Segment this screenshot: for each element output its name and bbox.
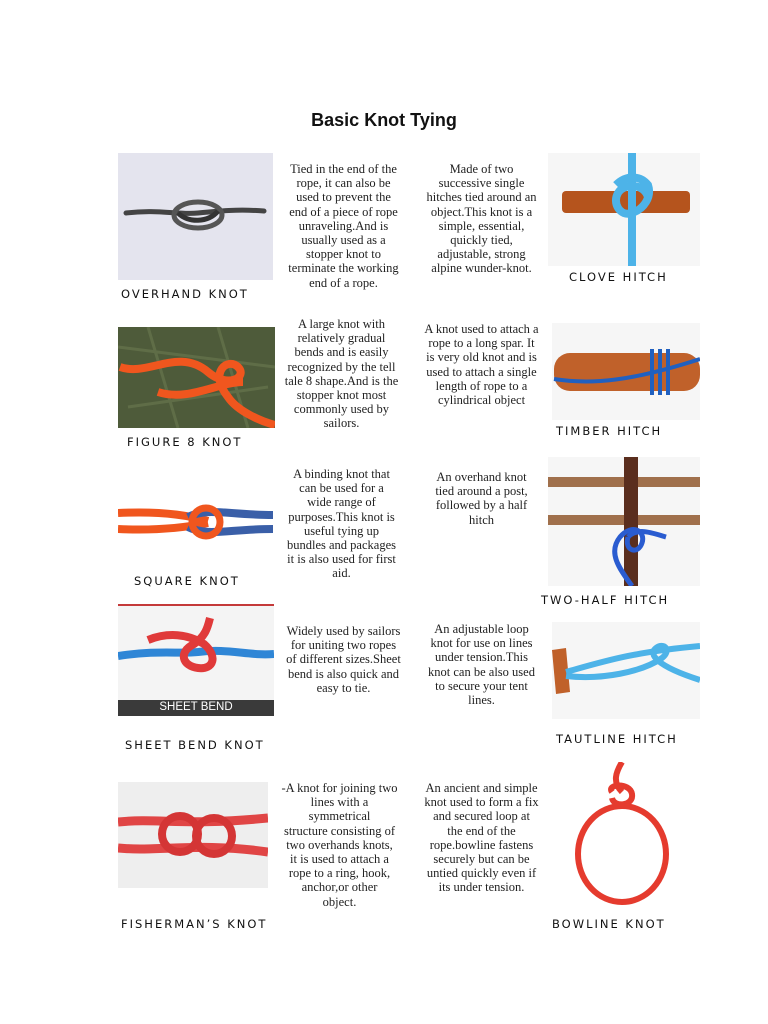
fishermans-knot-label: FISHERMAN’S KNOT	[121, 917, 268, 931]
figure-8-knot-description: A large knot with relatively gradual bends and is easily recognized by the tell tale 8 shape.And is the stopper knot most commonly used by sailors.	[284, 317, 399, 431]
figure-8-knot-label: FIGURE 8 KNOT	[127, 435, 243, 449]
figure-8-knot-photo	[118, 327, 275, 428]
bowline-knot-description: An ancient and simple knot used to form a fix and secured loop at the end of the rope.bowline fastens securely but can be untied quickly even if its under tension.	[424, 781, 539, 895]
sheet-bend-image-caption: SHEET BEND	[159, 701, 233, 713]
overhand-knot-label: OVERHAND KNOT	[121, 287, 249, 301]
sheet-bend-knot-description: Widely used by sailors for uniting two ropes of different sizes.Sheet bend is also quick and easy to tie.	[286, 624, 401, 695]
overhand-knot-description: Tied in the end of the rope, it can also be used to prevent the end of a piece of rope unraveling.And is usually used as a stopper knot to terminate the working end of a rope.	[288, 162, 399, 290]
timber-hitch-illustration	[552, 323, 700, 420]
fishermans-knot-photo	[118, 782, 268, 888]
two-half-hitch-description: An overhand knot tied around a post, followed by a half hitch	[435, 470, 528, 527]
bowline-knot-illustration	[566, 762, 678, 908]
square-knot-photo	[118, 485, 273, 567]
sheet-bend-illustration	[118, 604, 274, 716]
timber-hitch-label: TIMBER HITCH	[556, 424, 663, 438]
two-half-hitch-illustration	[548, 457, 700, 586]
square-knot-description: A binding knot that can be used for a wide range of purposes.This knot is useful tying up bundles and packages it is also used for first aid.	[287, 467, 396, 581]
tautline-hitch-description: An adjustable loop knot for use on lines under tension.This knot can be also used to secure your tent lines.	[428, 622, 535, 708]
clove-hitch-illustration	[548, 153, 700, 266]
two-half-hitch-label: TWO-HALF HITCH	[541, 593, 670, 607]
timber-hitch-description: A knot used to attach a rope to a long spar. It is very old knot and is used to attach a single length of rope to a cylindrical object	[424, 322, 539, 408]
clove-hitch-description: Made of two successive single hitches tied around an object.This knot is a simple, essential, quickly tied, adjustable, strong alpine wunder-knot.	[426, 162, 537, 276]
tautline-hitch-illustration	[552, 622, 700, 719]
fishermans-knot-description: -A knot for joining two lines with a symmetrical structure consisting of two overhands knots, it is used to attach a rope to a ring, hook, anchor,or other object.	[281, 781, 398, 909]
square-knot-label: SQUARE KNOT	[134, 574, 240, 588]
overhand-knot-photo	[118, 153, 273, 280]
sheet-bend-knot-label: SHEET BEND KNOT	[125, 738, 265, 752]
clove-hitch-label: CLOVE HITCH	[569, 270, 668, 284]
bowline-knot-label: BOWLINE KNOT	[552, 917, 666, 931]
page-title: Basic Knot Tying	[311, 110, 457, 130]
tautline-hitch-label: TAUTLINE HITCH	[556, 732, 678, 746]
